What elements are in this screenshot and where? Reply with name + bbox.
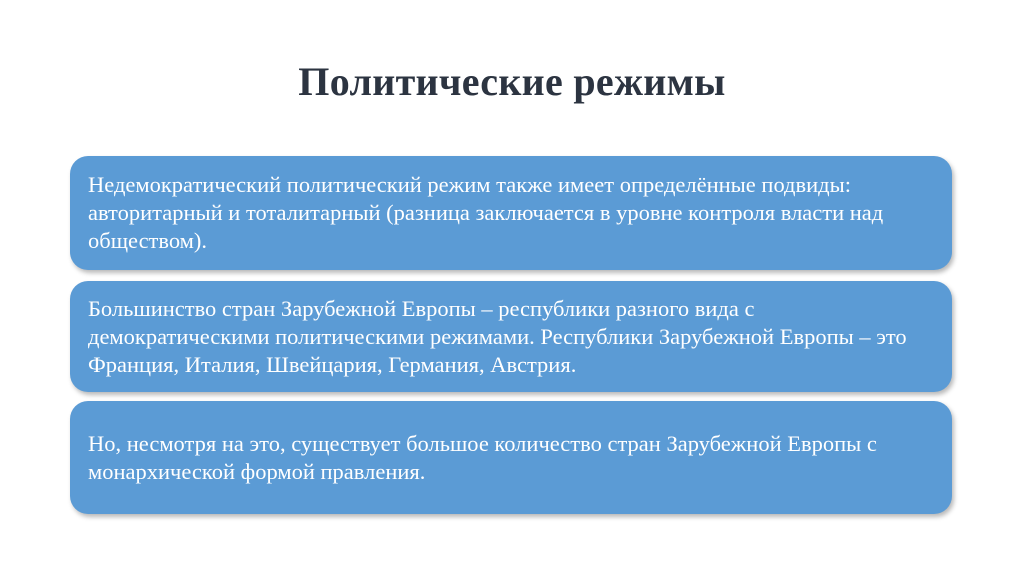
content-box-2-text: Большинство стран Зарубежной Европы – республики разного вида с демократическими политическими режимами. Республики Зарубежной Европы – это Франция, Италия, Швейцария, Германия, Австрия. <box>88 295 907 377</box>
content-box-2 <box>70 281 952 392</box>
slide-title: Политические режимы <box>298 59 726 104</box>
content-box-3-text: Но, несмотря на это, существует большое количество стран Зарубежной Европы с монархической формой правления. <box>88 430 877 484</box>
content-box-1-text: Недемократический политический режим также имеет определённые подвиды: авторитарный и тоталитарный (разница заключается в уровне контроля власти над обществом). <box>88 172 884 253</box>
content-box-1 <box>70 156 952 270</box>
content-box-3 <box>70 401 952 514</box>
